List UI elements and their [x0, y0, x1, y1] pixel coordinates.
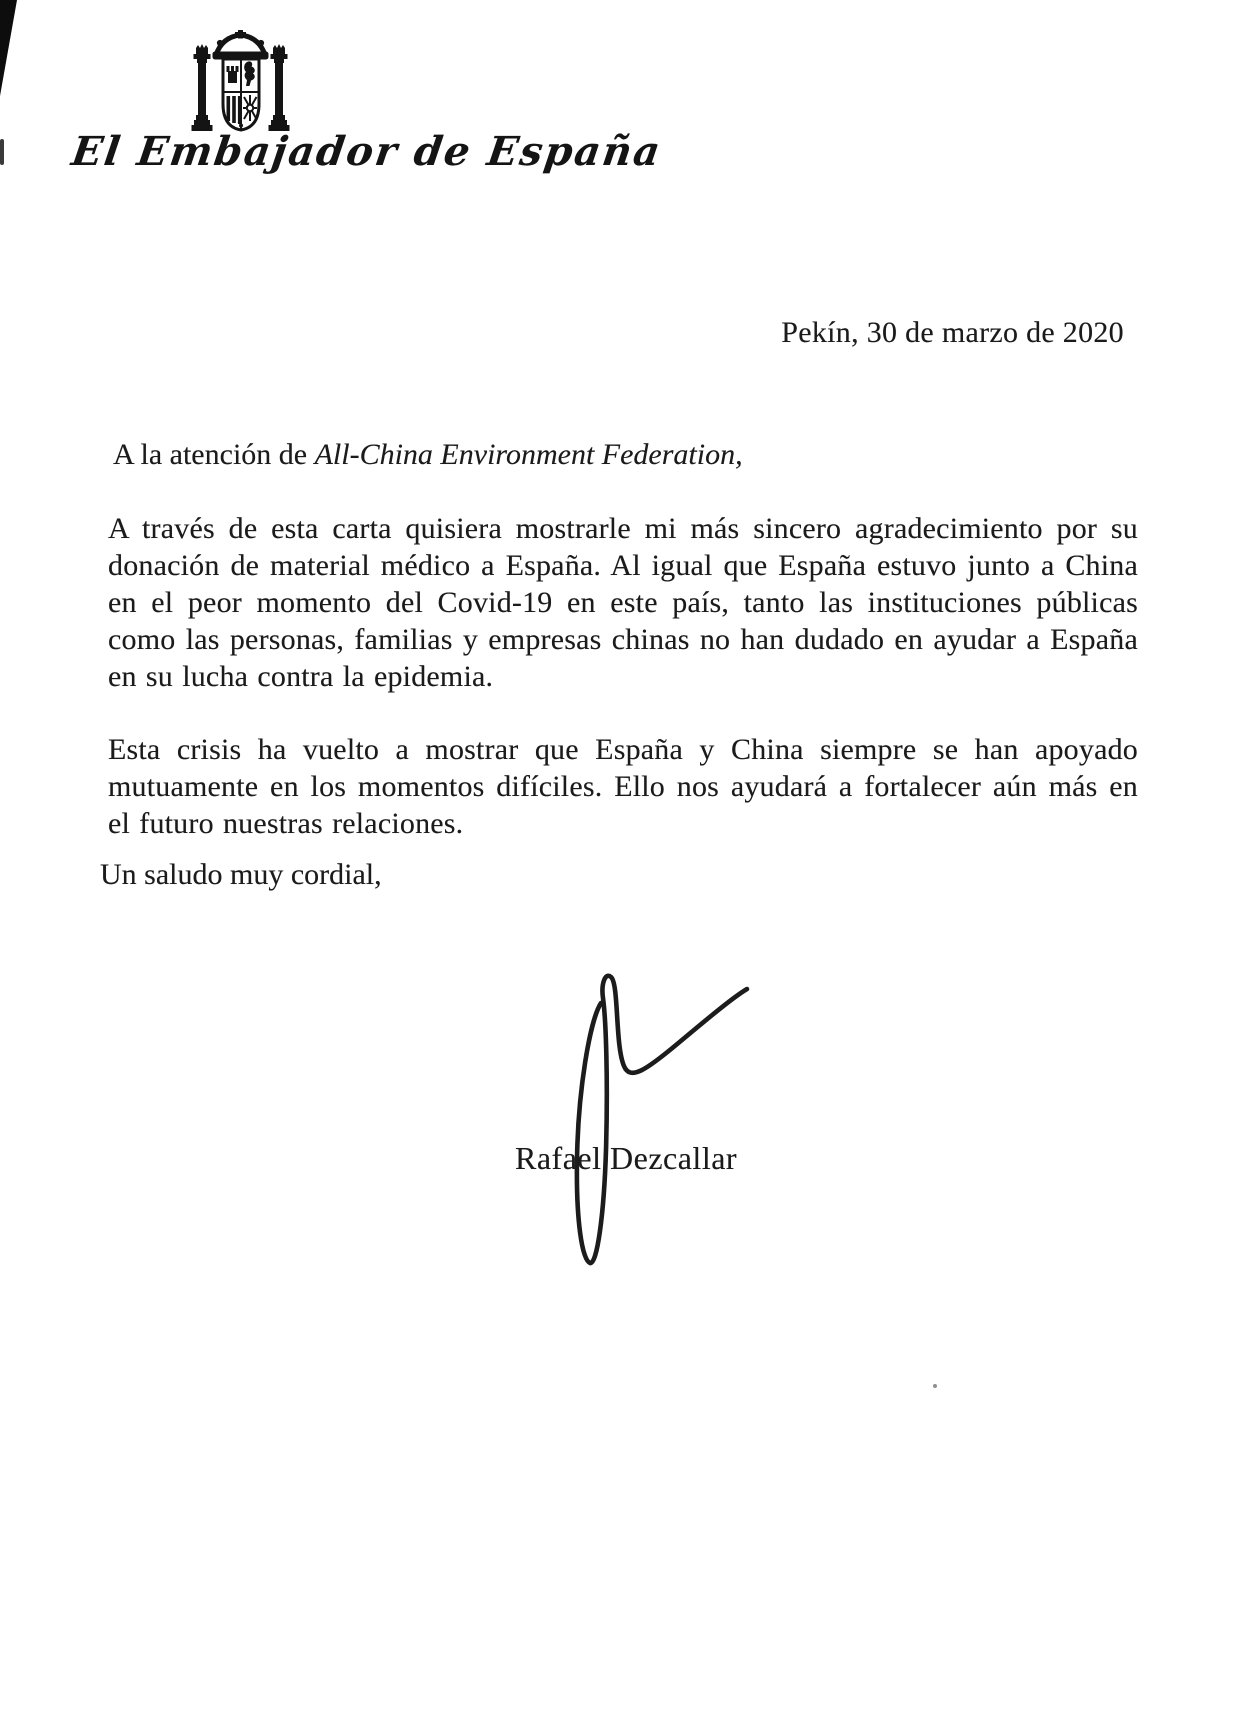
- scan-artifact-dot: [933, 1384, 937, 1388]
- scan-artifact-corner: [0, 0, 17, 96]
- closing-line: Un saludo muy cordial,: [100, 858, 382, 891]
- signature-scribble: [500, 900, 800, 1300]
- attention-prefix: A la atención de: [113, 438, 315, 471]
- date-line: Pekín, 30 de marzo de 2020: [781, 316, 1124, 349]
- attention-recipient: All-China Environment Federation,: [314, 438, 743, 471]
- spain-coat-of-arms-icon: [178, 30, 303, 143]
- attention-line: [113, 438, 743, 472]
- body-paragraph-1: A través de esta carta quisiera mostrarle mi más sincero agradecimiento por su donación de material médico a España. Al igual que España estuvo junto a China en el peor momento del Covid-19 en este país, tanto las instituciones públicas como las personas, familias y empresas chinas no han dudado en ayudar a España en su lucha contra la epidemia.: [108, 512, 1138, 693]
- signatory-name: Rafael Dezcallar: [515, 1140, 738, 1176]
- body-paragraph-2: Esta crisis ha vuelto a mostrar que España y China siempre se han apoyado mutuamente en los momentos difíciles. Ello nos ayudará a fortalecer aún más en el futuro nuestras relaciones.: [108, 733, 1138, 840]
- letterhead-title: El Embajador de España: [68, 128, 665, 175]
- scan-artifact-edge-mark: [0, 139, 4, 165]
